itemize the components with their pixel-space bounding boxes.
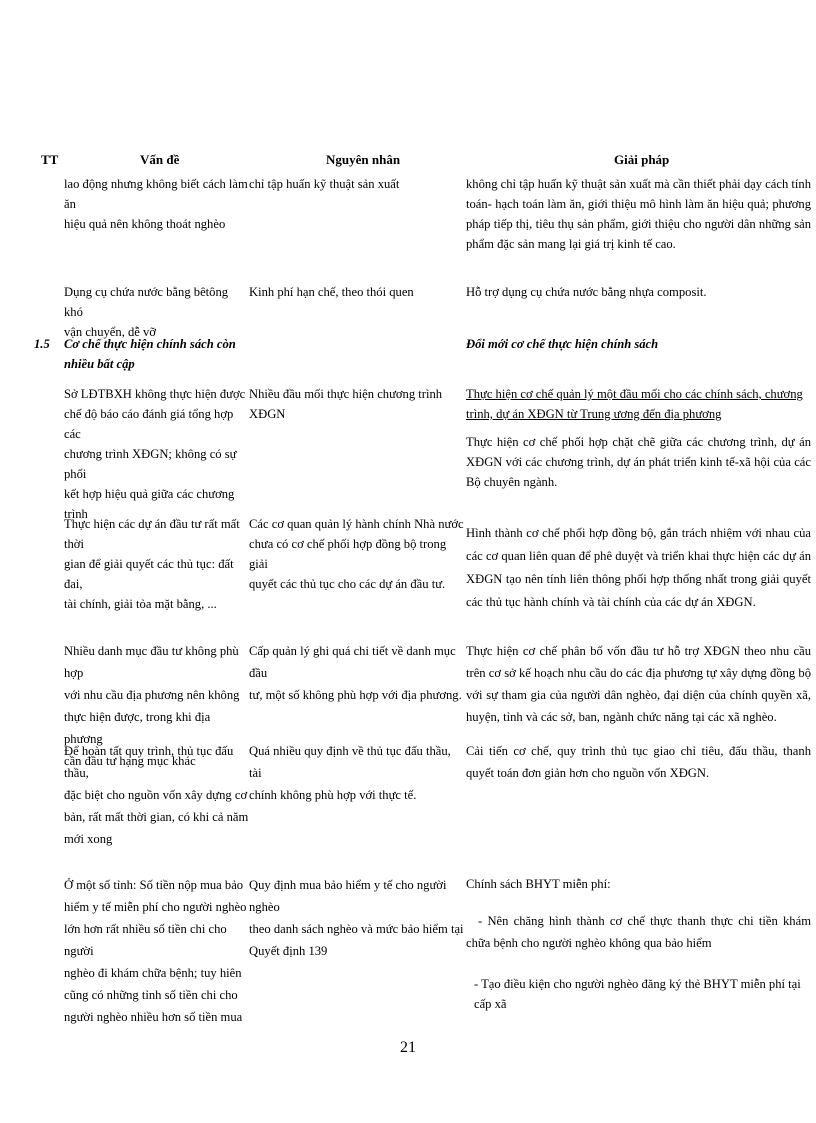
row-0-van-de: lao động nhưng không biết cách làm ăn hiệu quả nên không thoát nghèo	[64, 177, 248, 231]
section-title: Cơ chế thực hiện chính sách còn nhiều bất cập	[64, 337, 236, 371]
row-3-nguyen-nhan: Nhiều đầu mối thực hiện chương trình XĐGN	[249, 387, 443, 421]
row-7-van-de: Ở một số tỉnh: Số tiền nộp mua bảo hiểm y tế miễn phí cho người nghèo lớn hơn rất nhiều số tiền chi cho người nghèo đi khám chữa bệnh; tuy hiên cũng có những tỉnh số tiền chi cho người nghèo nhiều hơn số tiền mua	[64, 878, 247, 1024]
row-7-giai-phap-bullet-1: - Nên chăng hình thành cơ chế thực thanh thực chi tiền khám chữa bệnh cho người nghèo không qua bảo hiểm	[466, 914, 811, 950]
row-7-giai-phap: Chính sách BHYT miễn phí:	[466, 877, 611, 891]
header-tt: TT	[41, 152, 59, 167]
row-3-giai-phap: Thực hiện cơ chế phối hợp chặt chẽ giữa các chương trình, dự án XĐGN với các chương trình, dự án phát triển kinh tế-xã hội của các Bộ chuyên ngành.	[466, 435, 811, 489]
row-3-giai-phap-underlined: Thực hiện cơ chế quản lý một đầu mối cho các chính sách, chương trình, dự án XĐGN từ Trung ương đến địa phương	[466, 387, 803, 421]
page-number: 21	[400, 1039, 416, 1056]
row-4-nguyen-nhan: Các cơ quan quản lý hành chính Nhà nước chưa có cơ chế phối hợp đồng bộ trong giải quyết các thủ tục cho các dự án đầu tư.	[249, 517, 464, 591]
row-1-nguyen-nhan: Kinh phí hạn chế, theo thói quen	[249, 285, 414, 299]
row-0-giai-phap: không chỉ tập huấn kỹ thuật sản xuất mà cần thiết phải dạy cách tính toán- hạch toán làm ăn, giới thiệu mô hình làm ăn hiệu quả; phương pháp tiếp thị, tiêu thụ sản phẩm, giới thiệu cho người dân những sản phẩm đặc sản mang lại giá trị kinh tế cao.	[466, 177, 811, 251]
row-3-van-de: Sở LĐTBXH không thực hiện được chế độ báo cáo đánh giá tổng hợp các chương trình XĐGN; không có sự phối kết hợp hiệu quả giữa các chương trình	[64, 387, 246, 521]
section-solution-title: Đổi mới cơ chế thực hiện chính sách	[466, 337, 659, 351]
section-number: 1.5	[34, 337, 50, 351]
header-nguyen-nhan: Nguyên nhân	[326, 152, 401, 167]
row-1-van-de: Dụng cụ chứa nước bằng bêtông khó vận chuyển, dễ vỡ	[64, 285, 229, 339]
row-5-van-de: Nhiều danh mục đầu tư không phù hợp với nhu cầu địa phương nên không thực hiện được, trong khi địa phương cần đầu tư hạng mục khác	[64, 644, 240, 768]
row-7-nguyen-nhan: Quy định mua bảo hiểm y tế cho người nghèo theo danh sách nghèo và mức bảo hiểm tại Quyết định 139	[249, 878, 464, 958]
row-7-giai-phap-bullet-2: - Tạo điều kiện cho người nghèo đăng ký thẻ BHYT miễn phí tại cấp xã	[474, 977, 801, 1011]
header-van-de: Vấn đề	[140, 152, 180, 167]
row-4-giai-phap: Hình thành cơ chế phối hợp đồng bộ, gắn trách nhiệm với nhau của các cơ quan liên quan để phê duyệt và triển khai thực hiện các dự án XĐGN tạo nên tính liên thông phối hợp thống nhất trong giải quyết các thủ tục hành chính và tài chính của các dự án XĐGN.	[466, 526, 811, 609]
row-4-van-de: Thực hiện các dự án đầu tư rất mất thời gian để giải quyết các thủ tục: đất đai, tài chính, giải tỏa mặt bằng, ...	[64, 517, 240, 611]
row-6-nguyen-nhan: Quá nhiều quy định về thủ tục đấu thầu, tài chính không phù hợp với thực tế.	[249, 744, 451, 802]
row-1-giai-phap: Hỗ trợ dụng cụ chứa nước bằng nhựa composit.	[466, 285, 707, 299]
header-giai-phap: Giải pháp	[614, 152, 670, 167]
row-6-van-de: Để hoàn tất quy trình, thủ tục đấu thầu, đặc biệt cho nguồn vốn xây dựng cơ bản, rất mất thời gian, có khi cả năm mới xong	[64, 744, 249, 846]
row-5-giai-phap: Thực hiện cơ chế phân bổ vốn đầu tư hỗ trợ XĐGN theo nhu cầu trên cơ sở kế hoạch nhu cầu do các địa phương tự xây dựng đồng bộ với sự tham gia của người dân nghèo, đại diện của chính quyền xã, huyện, tỉnh và các sở, ban, ngành chức năng tại các xã nghèo.	[466, 644, 811, 724]
row-5-nguyen-nhan: Cấp quản lý ghi quá chi tiết về danh mục đầu tư, một số không phù hợp với địa phương.	[249, 644, 462, 702]
row-0-nguyen-nhan: chỉ tập huấn kỹ thuật sản xuất	[249, 177, 400, 191]
row-6-giai-phap: Cải tiến cơ chế, quy trình thủ tục giao chỉ tiêu, đấu thầu, thanh quyết toán đơn giản hơn cho nguồn vốn XĐGN.	[466, 744, 811, 780]
